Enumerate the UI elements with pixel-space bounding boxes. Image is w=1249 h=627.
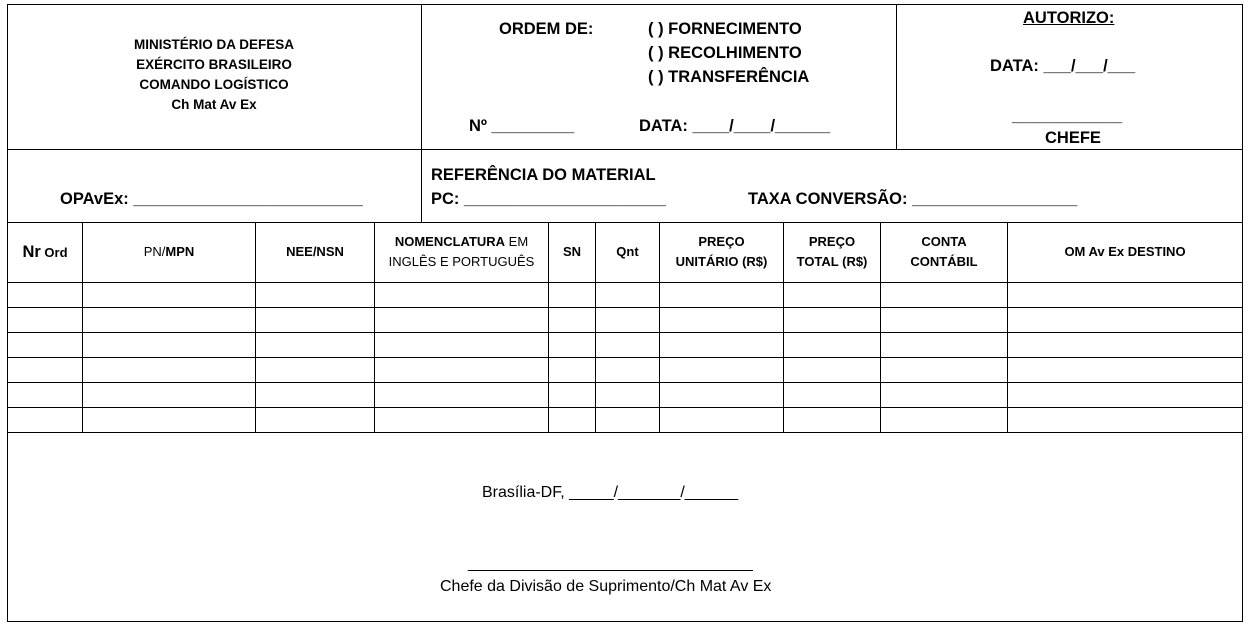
col-total-label-1: PREÇO: [808, 233, 856, 249]
col-header-nr-ord: [8, 223, 82, 282]
col-mpn-label: MPN: [165, 243, 195, 259]
signature-label: Chefe da Divisão de Suprimento/Ch Mat Av Ex: [440, 578, 772, 595]
col-nom-label-bold: NOMENCLATURA: [394, 233, 506, 249]
table-row[interactable]: [8, 333, 1242, 357]
col-nom-label-rest: EM: [505, 233, 529, 249]
authorize-date-field: DATA: ___/___/___: [990, 57, 1136, 75]
order-number-field: Nº _________: [469, 117, 575, 135]
table-row[interactable]: [8, 358, 1242, 382]
col-conta-label-1: CONTA: [921, 233, 967, 249]
order-option-transfer: ( ) TRANSFERÊNCIA: [648, 68, 810, 86]
col-header-sn: [549, 222, 595, 281]
table-row[interactable]: [8, 308, 1242, 332]
col-total-label-2: TOTAL (R$): [796, 253, 868, 269]
col-nom-label-line2: INGLÊS E PORTUGUÊS: [388, 253, 535, 269]
org-army: EXÉRCITO BRASILEIRO: [136, 57, 292, 72]
pc-field: PC: ______________________: [431, 190, 666, 208]
col-qnt-label: Qnt: [616, 243, 639, 259]
org-block: [8, 35, 420, 115]
col-header-account: [881, 222, 1007, 281]
authorize-title: AUTORIZO:: [1023, 9, 1115, 27]
signature-line: ________________________________: [468, 555, 753, 572]
table-row[interactable]: [8, 383, 1242, 407]
col-header-nee-nsn: [256, 222, 374, 281]
col-header-qnt: [596, 222, 659, 281]
col-nr-label: Nr: [22, 243, 41, 261]
col-unit-label-2: UNITÁRIO (R$): [675, 253, 768, 269]
col-sn-label: SN: [562, 243, 582, 259]
place-date-line: Brasília-DF, _____/_______/______: [482, 484, 739, 501]
table-row[interactable]: [8, 408, 1242, 432]
chief-label: CHEFE: [1045, 129, 1101, 147]
opavex-field: OPAvEx: _________________________: [60, 190, 363, 208]
chief-signature-line: ____________: [1012, 107, 1123, 125]
col-pn-label: PN/: [143, 243, 166, 259]
org-command: COMANDO LOGÍSTICO: [139, 77, 289, 92]
order-label: ORDEM DE:: [499, 20, 594, 38]
col-header-om-destination: [1008, 222, 1242, 281]
material-reference-title: REFERÊNCIA DO MATERIAL: [431, 166, 656, 184]
col-om-label: OM Av Ex DESTINO: [1064, 243, 1186, 259]
order-option-supply: ( ) FORNECIMENTO: [648, 20, 802, 38]
order-date-field: DATA: ____/____/______: [639, 117, 831, 135]
col-nee-label: NEE/NSN: [286, 243, 344, 259]
org-unit: Ch Mat Av Ex: [171, 97, 257, 112]
col-header-unit-price: [660, 222, 783, 281]
col-unit-label-1: PREÇO: [698, 233, 745, 249]
table-row[interactable]: [8, 283, 1242, 307]
col-ord-label: Ord: [44, 245, 68, 260]
col-header-total-price: [784, 222, 880, 281]
conversion-rate-field: TAXA CONVERSÃO: __________________: [748, 190, 1078, 208]
col-header-nomenclature: [375, 222, 548, 281]
order-option-return: ( ) RECOLHIMENTO: [648, 44, 802, 62]
col-header-pn-mpn: [83, 222, 255, 281]
col-conta-label-2: CONTÁBIL: [910, 253, 978, 269]
org-ministry: MINISTÉRIO DA DEFESA: [133, 37, 294, 52]
